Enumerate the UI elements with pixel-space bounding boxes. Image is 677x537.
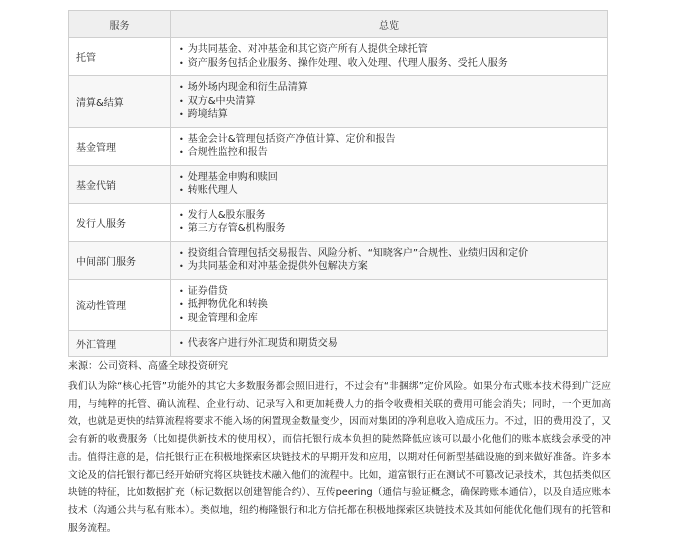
table-row — [69, 279, 608, 331]
bullet-item: • 投资组合管理包括交易报告、风险分析、“知晓客户”合规性、业绩归因和定价 — [179, 247, 601, 261]
service-desc — [171, 241, 608, 279]
bullet-item: • 基金会计&管理包括资产净值计算、定价和报告 — [179, 133, 601, 147]
service-name: 外汇管理 — [69, 331, 171, 357]
service-desc — [171, 38, 608, 76]
service-name: 发行人服务 — [69, 203, 171, 241]
paragraph-line: 一个更加高效，也就是更快的结算流程将要求不能入场的闲置现金数量变少，因而对集团的净利息收入造成压力。不 — [68, 398, 612, 428]
bullet-item: • 为共同基金、对冲基金和其它资产所有人提供全球托管 — [179, 43, 601, 57]
table-row — [69, 76, 608, 128]
table-row — [69, 331, 608, 357]
service-name: 中间部门服务 — [69, 241, 171, 279]
paragraph-line: peering（通信与验证概念，确保跨账本通信），以及自适应账本技术（沟通公共与私有账本）。类似地，纽约梅隆银 — [68, 487, 611, 516]
bullet-item: • 转账代理人 — [179, 184, 601, 198]
service-name: 基金代销 — [69, 165, 171, 203]
paragraph-line: 行和北方信托都在积极地探索区块链技术及其如何能优化他们现有的托管和服务流程。 — [68, 504, 611, 534]
table-header-row — [69, 11, 608, 38]
bullet-item: • 证券借贷 — [179, 285, 601, 299]
bullet-item: • 处理基金申购和赎回 — [179, 171, 601, 185]
paragraph-line: 过，旧的费用没了，又会有新的收费服务（比如提供新技术的使用权），而信托银行成本负担的陡然降低应该可以最小 — [68, 416, 612, 446]
service-name: 流动性管理 — [69, 279, 171, 331]
service-desc — [171, 127, 608, 165]
body-paragraph — [68, 378, 611, 537]
service-desc — [171, 165, 608, 203]
source-note: 来源：公司资料、高盛全球投资研究 — [68, 361, 228, 372]
bullet-item: • 第三方存管&机构服务 — [179, 222, 601, 236]
bullet-item: • 双方&中央清算 — [179, 95, 601, 109]
service-name: 清算&结算 — [69, 76, 171, 128]
header-overview: 总览 — [171, 11, 608, 38]
service-name: 托管 — [69, 38, 171, 76]
service-desc — [171, 76, 608, 128]
paragraph-line: 新型基础设施的到来做好准备。许多本文论及的信托银行都已经开始研究将区块链技术融入他们的流程中。比如，道富 — [68, 451, 612, 481]
bullet-item: • 跨境结算 — [179, 108, 601, 122]
service-desc — [171, 331, 608, 357]
bullet-item: • 现金管理和金库 — [179, 312, 601, 326]
paragraph-line: 银行正在测试不可篡改记录技术，其包括类似区块链的特征，比如数据扩充（标记数据以创建智能合约）、互传 — [68, 469, 612, 499]
services-table — [68, 10, 608, 357]
bullet-item: • 抵押物优化和转换 — [179, 298, 601, 312]
paragraph-line: 化他们的账本底线会承受的冲击。值得注意的是，信托银行正在积极地探索区块链技术的早期开发和应用，以期对任何 — [68, 434, 611, 463]
service-desc — [171, 279, 608, 331]
table-row — [69, 38, 608, 76]
bullet-item: • 场外场内现金和衍生品清算 — [179, 81, 601, 95]
service-name: 基金管理 — [69, 127, 171, 165]
table-row — [69, 203, 608, 241]
bullet-item: • 资产服务包括企业服务、操作处理、收入处理、代理人服务、受托人服务 — [179, 57, 601, 71]
table-row — [69, 241, 608, 279]
service-desc — [171, 203, 608, 241]
bullet-item: • 发行人&股东服务 — [179, 209, 601, 223]
table-row — [69, 127, 608, 165]
bullet-item: • 合规性监控和报告 — [179, 146, 601, 160]
paragraph-line: 泛应用，与纯粹的托管、确认流程、企业行动、记录写入和更加耗费人力的指令收费相关联的费用可能会消失；同时， — [68, 381, 611, 410]
paragraph-line: 我们认为除“核心托管”功能外的其它大多数服务都会照旧进行，不过会有“非捆绑”定价风险。如果分布式账本技术得到广 — [68, 381, 592, 392]
header-service: 服务 — [69, 11, 171, 38]
bullet-item: • 为共同基金和对冲基金提供外包解决方案 — [179, 260, 601, 274]
bullet-item: • 代表客户进行外汇现货和期货交易 — [179, 337, 601, 351]
table-row — [69, 165, 608, 203]
